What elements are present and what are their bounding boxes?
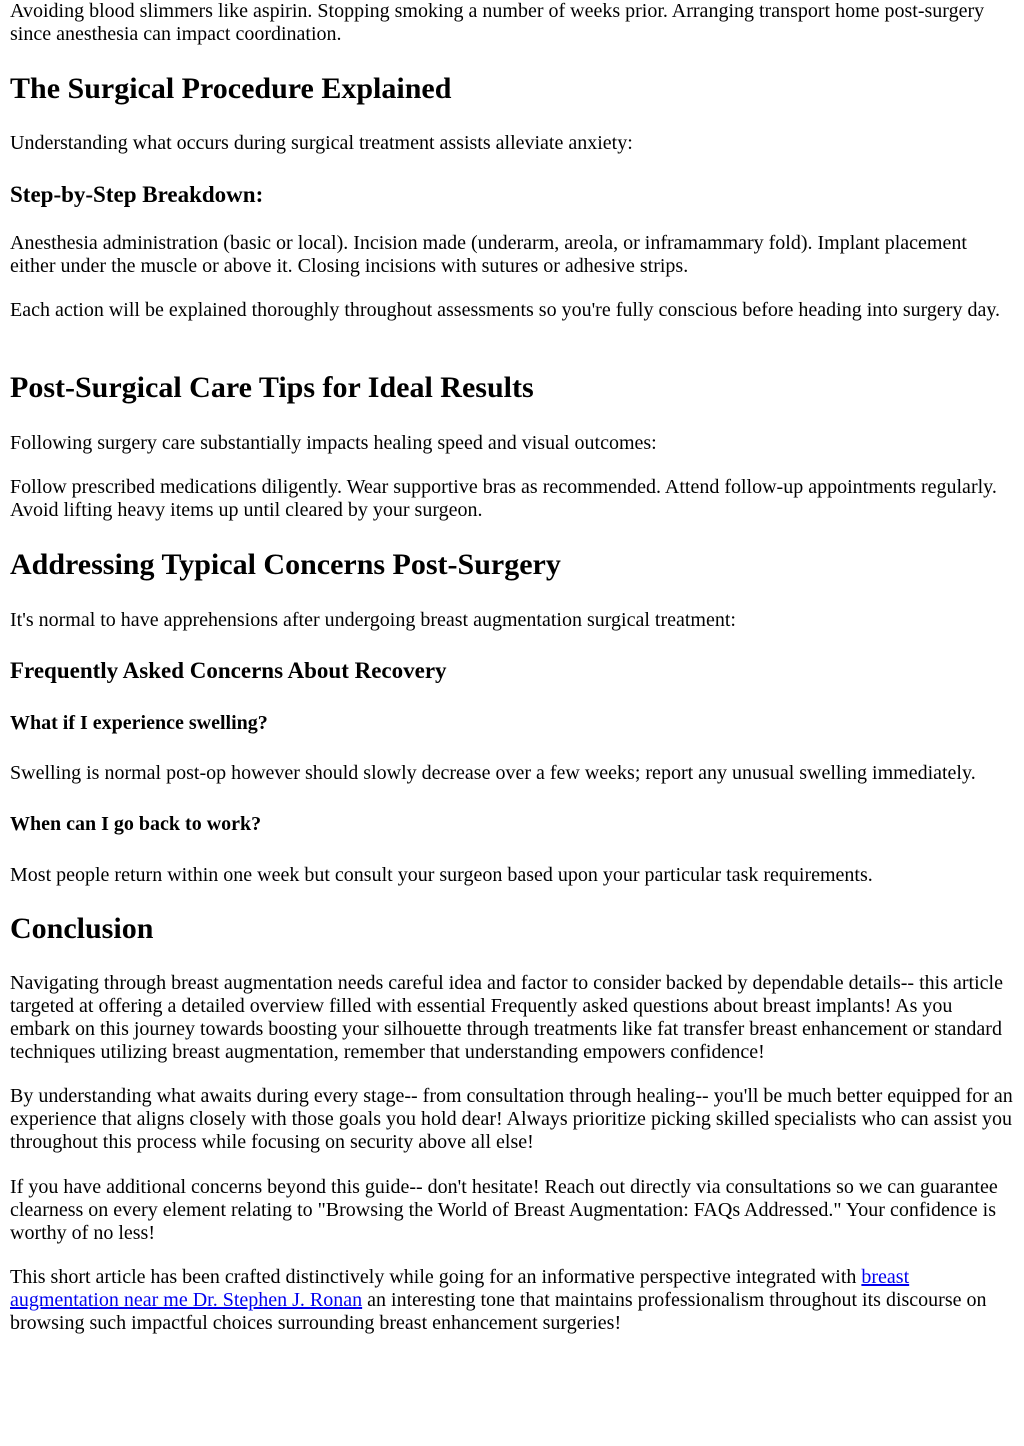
intro-paragraph: Avoiding blood slimmers like aspirin. Stopping smoking a number of weeks prior. Arranging transport home post-surgery since anesthesia can impact coordination. bbox=[10, 0, 985, 45]
question-swelling: What if I experience swelling? bbox=[10, 712, 268, 734]
question-back-to-work: When can I go back to work? bbox=[10, 813, 262, 835]
postcare-intro-paragraph: Following surgery care substantially impacts healing speed and visual outcomes: bbox=[10, 432, 657, 454]
answer-back-to-work: Most people return within one week but consult your surgeon based upon your particular task requirements. bbox=[10, 864, 873, 886]
conclusion-text-before-link: This short article has been crafted distinctively while going for an informative perspective integrated with bbox=[10, 1266, 862, 1288]
answer-swelling: Swelling is normal post-op however should slowly decrease over a few weeks; report any unusual swelling immediately. bbox=[10, 762, 976, 784]
conclusion-text-after-link: an interesting tone that maintains professionalism throughout its discourse on browsing such impactful choices surrounding breast enhancement surgeries! bbox=[10, 1289, 987, 1334]
heading-post-surgical-care: Post-Surgical Care Tips for Ideal Results bbox=[10, 371, 534, 404]
breast-augmentation-link[interactable]: breast augmentation near me Dr. Stephen J. Ronan bbox=[10, 1266, 910, 1311]
heading-conclusion: Conclusion bbox=[10, 912, 154, 945]
subheading-step-by-step: Step-by-Step Breakdown: bbox=[10, 182, 264, 207]
concerns-intro-paragraph: It's normal to have apprehensions after undergoing breast augmentation surgical treatment: bbox=[10, 609, 736, 631]
surgical-explained-paragraph: Each action will be explained thoroughly throughout assessments so you're fully conscious before heading into surgery day. bbox=[10, 299, 1001, 321]
surgical-intro-paragraph: Understanding what occurs during surgical treatment assists alleviate anxiety: bbox=[10, 132, 633, 154]
heading-surgical-procedure: The Surgical Procedure Explained bbox=[10, 72, 452, 105]
heading-typical-concerns: Addressing Typical Concerns Post-Surgery bbox=[10, 548, 561, 581]
conclusion-paragraph-2: By understanding what awaits during every stage-- from consultation through healing-- you'll be much better equipped for an experience that aligns closely with those goals you hold dear! Always prioritize picking skilled specialists who can assist you throughout this process while focusing on security above all else! bbox=[10, 1085, 1013, 1153]
subheading-faq-recovery: Frequently Asked Concerns About Recovery bbox=[10, 658, 447, 683]
postcare-tips-paragraph: Follow prescribed medications diligently. Wear supportive bras as recommended. Attend follow-up appointments regularly. Avoid lifting heavy items up until cleared by your surgeon. bbox=[10, 476, 997, 521]
conclusion-paragraph-1: Navigating through breast augmentation needs careful idea and factor to consider backed by dependable details-- this article targeted at offering a detailed overview filled with essential Frequently asked questions about breast implants! As you embark on this journey towards boosting your silhouette through treatments like fat transfer breast enhancement or standard techniques utilizing breast augmentation, remember that understanding empowers confidence! bbox=[10, 972, 1003, 1063]
conclusion-paragraph-3: If you have additional concerns beyond this guide-- don't hesitate! Reach out directly via consultations so we can guarantee clearness on every element relating to "Browsing the World of Breast Augmentation: FAQs Addressed." Your confidence is worthy of no less! bbox=[10, 1176, 998, 1244]
surgical-steps-paragraph: Anesthesia administration (basic or local). Incision made (underarm, areola, or inframammary fold). Implant placement either under the muscle or above it. Closing incisions with sutures or adhesive strips. bbox=[10, 232, 967, 277]
conclusion-paragraph-4 bbox=[10, 1266, 1014, 1335]
